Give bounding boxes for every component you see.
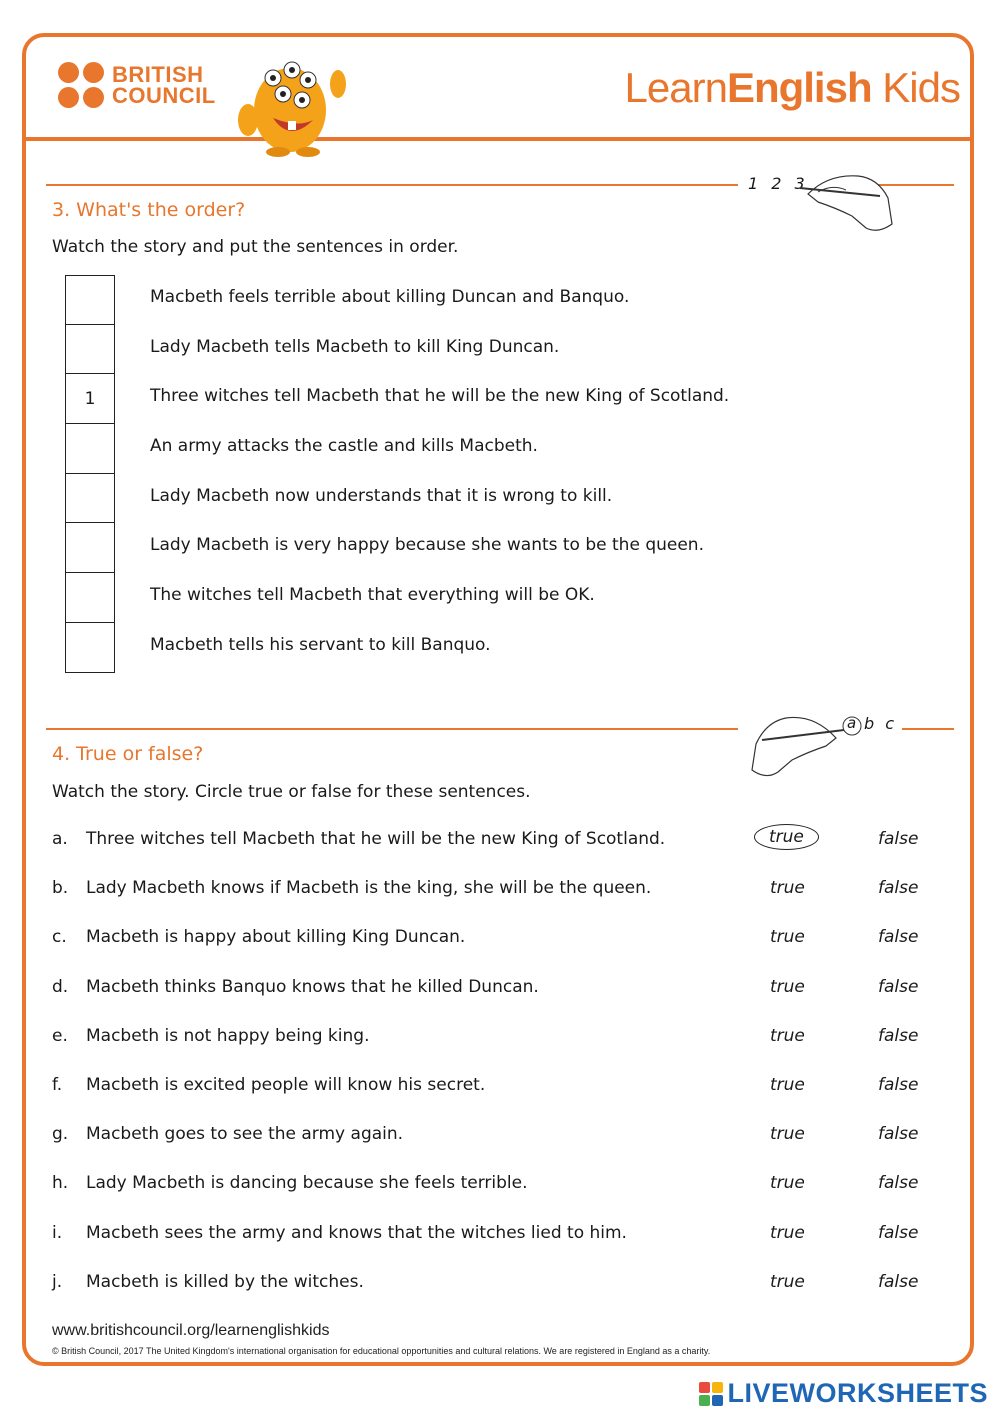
- order-row: [65, 275, 785, 325]
- true-false-row: [52, 1113, 952, 1162]
- item-letter: c.: [52, 927, 67, 948]
- true-false-row: [52, 818, 952, 867]
- liveworksheets-text: LIVEWORKSHEETS: [727, 1378, 988, 1408]
- order-number-box[interactable]: [65, 424, 115, 474]
- order-sentence: Macbeth tells his servant to kill Banquo.: [150, 634, 491, 655]
- true-false-row: [52, 1015, 952, 1064]
- item-sentence: Lady Macbeth knows if Macbeth is the king, she will be the queen.: [86, 878, 652, 899]
- false-option[interactable]: false: [878, 1173, 919, 1194]
- order-sentence: Lady Macbeth is very happy because she wants to be the queen.: [150, 535, 704, 556]
- true-false-row: [52, 1212, 952, 1261]
- false-option[interactable]: false: [878, 1271, 919, 1292]
- liveworksheets-logo: [699, 1378, 988, 1409]
- false-option[interactable]: false: [878, 829, 919, 849]
- order-number-box[interactable]: [65, 523, 115, 573]
- item-sentence: Three witches tell Macbeth that he will be the new King of Scotland.: [86, 829, 666, 849]
- hand-circling-letter-icon: [748, 710, 900, 782]
- true-option[interactable]: true: [770, 1173, 805, 1194]
- item-letter: h.: [52, 1173, 69, 1194]
- item-sentence: Macbeth sees the army and knows that the witches lied to him.: [86, 1222, 627, 1243]
- learnenglish-kids-logo: [625, 64, 960, 112]
- order-row: [65, 623, 785, 673]
- order-sentence: Lady Macbeth tells Macbeth to kill King Duncan.: [150, 336, 560, 357]
- order-row: [65, 325, 785, 375]
- section4-rule-right: [902, 728, 954, 730]
- order-number-box[interactable]: [65, 623, 115, 673]
- order-sentence: Three witches tell Macbeth that he will be the new King of Scotland.: [150, 386, 730, 407]
- true-option[interactable]: true: [770, 1271, 805, 1292]
- item-sentence: Lady Macbeth is dancing because she feels terrible.: [86, 1173, 528, 1194]
- true-option[interactable]: true: [770, 927, 805, 948]
- true-false-row: [52, 1261, 952, 1310]
- order-sentence: Macbeth feels terrible about killing Duncan and Banquo.: [150, 287, 630, 307]
- true-option[interactable]: true: [770, 878, 805, 899]
- true-option[interactable]: true: [770, 976, 805, 997]
- true-false-row: [52, 966, 952, 1015]
- item-sentence: Macbeth is excited people will know his secret.: [86, 1074, 486, 1095]
- order-sentence: Lady Macbeth now understands that it is wrong to kill.: [150, 485, 613, 506]
- true-option[interactable]: true: [770, 1025, 805, 1046]
- false-option[interactable]: false: [878, 1025, 919, 1046]
- deco-numbers: 1 2 3: [748, 174, 805, 193]
- bc-logo-line1: BRITISH: [112, 62, 204, 87]
- item-letter: g.: [52, 1124, 69, 1145]
- section4-rule-left: [46, 728, 738, 730]
- order-row: [65, 573, 785, 623]
- lek-english: English: [726, 64, 872, 111]
- lek-kids: Kids: [871, 64, 960, 111]
- true-option[interactable]: true: [754, 824, 819, 850]
- true-false-list: [52, 818, 952, 1310]
- item-sentence: Macbeth thinks Banquo knows that he killed Duncan.: [86, 976, 539, 997]
- footer-url[interactable]: www.britishcouncil.org/learnenglishkids: [52, 1322, 330, 1339]
- order-sentence: The witches tell Macbeth that everything will be OK.: [150, 585, 595, 606]
- item-sentence: Macbeth is happy about killing King Duncan.: [86, 927, 466, 948]
- order-row: [65, 523, 785, 573]
- lek-learn: Learn: [624, 64, 727, 111]
- false-option[interactable]: false: [878, 1124, 919, 1145]
- section3-rule-left: [46, 184, 738, 186]
- order-row: [65, 374, 785, 424]
- order-number-box[interactable]: [65, 275, 115, 325]
- true-option[interactable]: true: [770, 1124, 805, 1145]
- item-sentence: Macbeth is killed by the witches.: [86, 1271, 364, 1292]
- item-letter: j.: [52, 1271, 63, 1292]
- british-council-logo: [58, 62, 216, 108]
- order-number-box[interactable]: 1: [65, 374, 115, 424]
- true-option[interactable]: true: [770, 1074, 805, 1095]
- item-letter: f.: [52, 1074, 63, 1095]
- order-number-box[interactable]: [65, 474, 115, 524]
- false-option[interactable]: false: [878, 927, 919, 948]
- order-list: [65, 275, 785, 673]
- section3-instruction: Watch the story and put the sentences in order.: [52, 237, 459, 257]
- false-option[interactable]: false: [878, 976, 919, 997]
- order-row: [65, 474, 785, 524]
- deco-circled-letter: a: [847, 714, 857, 732]
- false-option[interactable]: false: [878, 1222, 919, 1243]
- true-false-row: [52, 1162, 952, 1211]
- liveworksheets-logo-icon: [699, 1382, 723, 1406]
- item-letter: b.: [52, 878, 69, 899]
- true-false-row: [52, 867, 952, 916]
- order-sentence: An army attacks the castle and kills Macbeth.: [150, 436, 538, 457]
- order-row: [65, 424, 785, 474]
- section3-title: 3. What's the order?: [52, 199, 246, 221]
- item-letter: d.: [52, 976, 69, 997]
- section4-title: 4. True or false?: [52, 743, 204, 765]
- deco-letters: b c: [864, 714, 895, 733]
- hand-writing-numbers-icon: [748, 168, 896, 238]
- bc-logo-line2: COUNCIL: [112, 83, 216, 108]
- order-number-box[interactable]: [65, 325, 115, 375]
- british-council-dots-icon: [58, 62, 104, 108]
- monster-mascot-icon: [228, 48, 348, 158]
- true-false-row: [52, 1064, 952, 1113]
- true-false-row: [52, 916, 952, 965]
- item-letter: e.: [52, 1025, 68, 1046]
- false-option[interactable]: false: [878, 1074, 919, 1095]
- item-sentence: Macbeth goes to see the army again.: [86, 1124, 404, 1145]
- true-option[interactable]: true: [770, 1222, 805, 1243]
- section4-instruction: Watch the story. Circle true or false for these sentences.: [52, 782, 531, 802]
- item-sentence: Macbeth is not happy being king.: [86, 1025, 370, 1046]
- item-letter: i.: [52, 1222, 63, 1243]
- footer-legal: © British Council, 2017 The United Kingdom's international organisation for educational opportunities and cultural relations. We are registered in England as a charity.: [52, 1346, 711, 1356]
- item-letter: a.: [52, 829, 68, 849]
- false-option[interactable]: false: [878, 878, 919, 899]
- header-divider: [26, 137, 974, 141]
- order-number-box[interactable]: [65, 573, 115, 623]
